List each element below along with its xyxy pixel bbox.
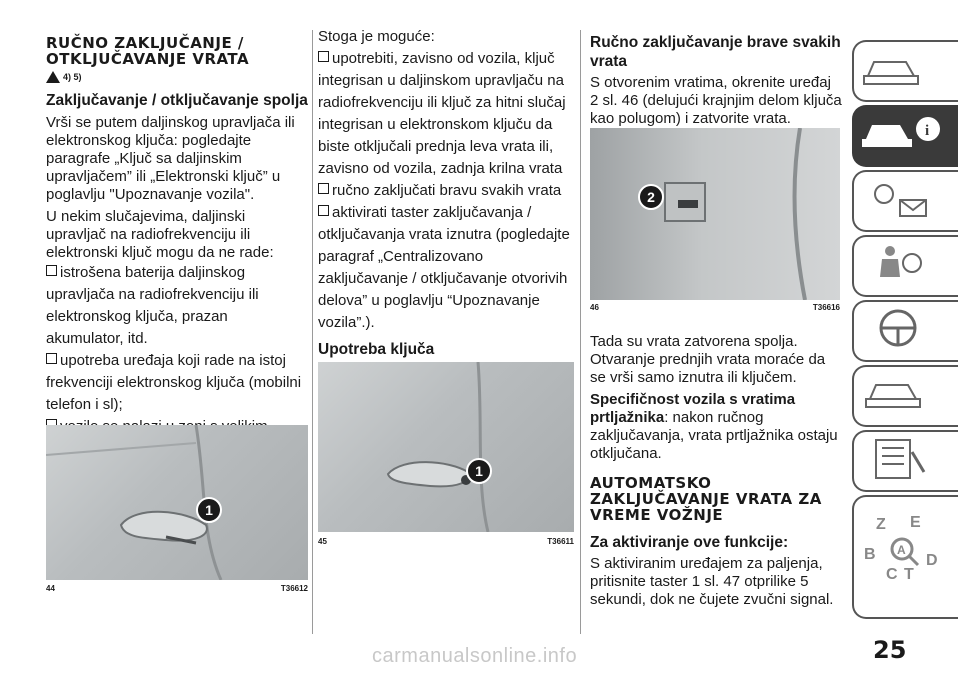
- tab-index[interactable]: [852, 495, 958, 619]
- callout-1: 1: [196, 497, 222, 523]
- watermark: carmanualsonline.info: [372, 645, 578, 667]
- callout-2: 2: [638, 184, 664, 210]
- callout-1: 1: [466, 458, 492, 484]
- tab-car-service[interactable]: [852, 365, 958, 427]
- checkbox-bullet-icon: [46, 265, 57, 276]
- specifications-icon: [854, 432, 944, 482]
- paragraph: S aktiviranim uređajem za paljenja, pritisnite taster 1 sl. 47 otprilike 5 sekundi, dok ne čujete zvučni signal.: [590, 555, 834, 608]
- column-3-lower: [590, 333, 843, 609]
- figure-number: 45: [318, 537, 327, 546]
- svg-text:ZE BC TD: Z E BC TD: [864, 514, 938, 583]
- figure-caption: [590, 303, 840, 312]
- figure-code: T36612: [280, 584, 308, 593]
- tab-specifications[interactable]: [852, 430, 958, 492]
- warning-reference: [46, 71, 308, 83]
- paragraph: S otvorenim vratima, okrenite uređaj 2 sl. 46 (delujući krajnjim delom ključa kao polugom) i zatvorite vrata.: [590, 74, 842, 127]
- list-item: aktivirati taster zaključavanja / otključavanja vrata iznutra (pogledajte paragraf „Centralizovano zaključavanje / otključavanje otvorivih delova” u poglavlju “Upoznavanje vozila”.).: [318, 204, 570, 331]
- car-overview-icon: [854, 42, 934, 92]
- section-title: RUČNO ZAKLJUČANJE / OTKLJUČAVANJE VRATA: [46, 34, 250, 68]
- checkbox-bullet-icon: [46, 353, 57, 364]
- tab-car-info[interactable]: [852, 105, 958, 167]
- subsection-title: Upotreba ključa: [318, 341, 435, 358]
- checkbox-bullet-icon: [318, 205, 329, 216]
- list-item: upotreba uređaja koji rade na istoj frekvenciji elektronskog ključa (mobilni telefon i sl);: [46, 352, 302, 413]
- paragraph: Vrši se putem daljinskog upravljača ili elektronskog ključa: pogledajte paragrafe „Ključ sa daljinskim upravljačem” ili „Elektronski ključ” u poglavlju "Upoznavanje vozila".: [46, 114, 295, 203]
- warning-lights-icon: [854, 172, 944, 222]
- figure-caption: [46, 584, 308, 593]
- checkbox-bullet-icon: [318, 51, 329, 62]
- list-item: ručno zaključati bravu svakih vrata: [318, 180, 576, 202]
- paragraph: Specifičnost vozila s vratima prtljažnika: nakon ručnog zaključavanja, vrata prtljažnika ostaju otključana.: [590, 391, 838, 462]
- figure-caption: [318, 537, 574, 546]
- paragraph: Stoga je moguće:: [318, 28, 435, 45]
- subsection-title: Za aktiviranje ove funkcije:: [590, 534, 789, 551]
- subsection-title: Zaključavanje / otključavanje spolja: [46, 92, 308, 109]
- page-number: 25: [873, 636, 907, 664]
- paragraph: Tada su vrata zatvorena spolja. Otvaranje prednjih vrata moraće da se vrši samo iznutra ili ključem.: [590, 333, 826, 386]
- figure-45-image: [318, 362, 574, 532]
- figure-46-image: [590, 128, 840, 300]
- car-service-icon: [854, 367, 944, 417]
- steering-wheel-icon: [854, 302, 944, 352]
- svg-text:A: A: [897, 543, 906, 557]
- svg-text:i: i: [925, 123, 930, 139]
- list-item: upotrebiti, zavisno od vozila, ključ integrisan u daljinskom upravljaču na radiofrekvenciju ili ključ za hitni slučaj integrisan u elektronskom ključu da biste otključali prednja leva vrata ili, zavisno od vozila, zadnja krilna vrata: [318, 50, 566, 177]
- warning-ref-text: 4) 5): [63, 72, 82, 82]
- figure-code: T36611: [547, 537, 574, 546]
- subsection-title: Ručno zaključavanje brave svakih vrata: [590, 34, 841, 70]
- figure-number: 44: [46, 584, 55, 593]
- car-info-icon: [854, 107, 944, 157]
- index-letters-icon: [854, 497, 944, 607]
- tab-steering-wheel[interactable]: [852, 300, 958, 362]
- tab-warning-lights[interactable]: [852, 170, 958, 232]
- bold-label: Specifičnost vozila s vratima prtljažnika: [590, 391, 796, 426]
- column-1: [46, 0, 308, 460]
- checkbox-bullet-icon: [318, 183, 329, 194]
- airbag-safety-icon: [854, 237, 944, 287]
- door-latch-illustration: [590, 128, 840, 300]
- paragraph: U nekim slučajevima, daljinski upravljač na radiofrekvenciju ili elektronski ključ mogu da ne rade:: [46, 208, 274, 261]
- door-handle-illustration: [46, 425, 308, 580]
- column-divider: [312, 30, 313, 634]
- figure-number: 46: [590, 303, 599, 312]
- door-lock-illustration: [318, 362, 574, 532]
- figure-44-image: [46, 425, 308, 580]
- section-title: AUTOMATSKO ZAKLJUČAVANJE VRATA ZA VREME VOŽNJE: [590, 474, 822, 524]
- column-divider: [580, 30, 581, 634]
- list-item: istrošena baterija daljinskog upravljača na radiofrekvenciju ili elektronskog ključa, prazan akumulator, itd.: [46, 264, 259, 347]
- warning-triangle-icon: [46, 71, 60, 83]
- figure-code: T36616: [812, 303, 840, 312]
- tab-airbag-safety[interactable]: [852, 235, 958, 297]
- tab-car-overview[interactable]: [852, 40, 958, 102]
- column-3: [590, 0, 843, 128]
